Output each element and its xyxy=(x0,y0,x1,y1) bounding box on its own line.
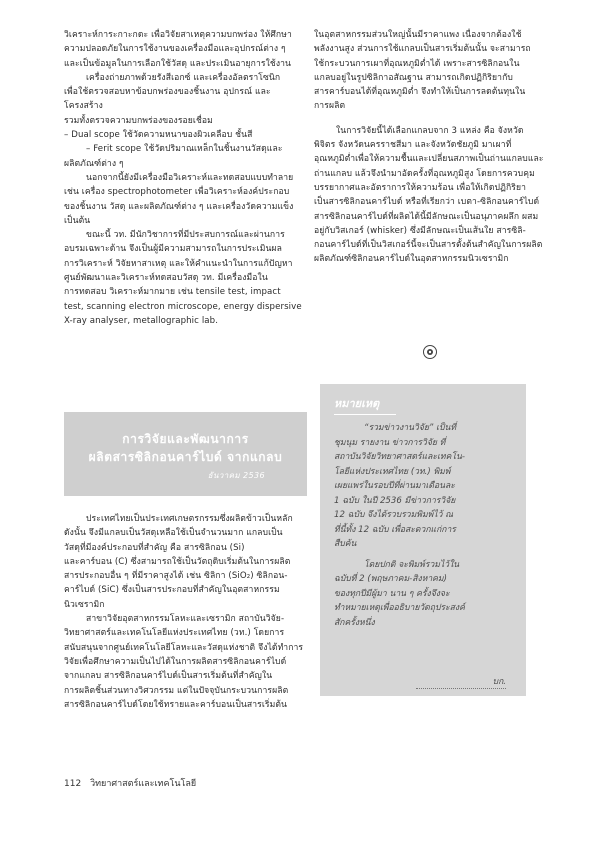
section-banner xyxy=(64,412,307,496)
text-line: บรรยากาศและอัตราการให้ความร้อน เพื่อให้เกิดปฏิกิริยา xyxy=(314,182,527,193)
text-line: X-ray analyser, metallographic lab. xyxy=(64,315,219,326)
text-line: จากแกลบ สารซิลิกอนคาร์ไบด์เป็นสารเริ่มต้นที่สำคัญใน xyxy=(64,671,273,682)
text-line: สาขาวิจัยอุตสาหกรรมโลหะและเซรามิก สถาบันวิจัย- xyxy=(86,614,285,625)
paragraph xyxy=(64,28,307,71)
text-line: วิเคราะห์การะกาะกดะ เพื่อวิจัยสาเหตุความบกพร่อง ให้ศึกษา xyxy=(64,30,292,40)
right-column xyxy=(314,28,544,267)
note-line: สถาบันวิจัยวิทยาศาสตร์และเทคโน- xyxy=(334,452,465,462)
text-line: สารคาร์บอนได้ที่อุณหภูมิต่ำ จึงทำให้เป็นการลดต้นทุนใน xyxy=(314,87,526,98)
text-line: อุณหภูมิต่ำเพื่อให้ความชื้นและเปลี่ยนสภาพเป็นถ่านแกลบและ xyxy=(314,154,544,165)
text-line: พลังงานสูง ส่วนการใช้แกลบเป็นสารเริ่มต้นนั้น จะสามารถ xyxy=(314,44,531,55)
text-line: ในอุตสาหกรรมส่วนใหญ่นั้นมีราคาแพง เนื่องจากต้องใช้ xyxy=(314,30,522,40)
paragraph xyxy=(314,124,544,267)
note-line: โลยีแห่งประเทศไทย (วท.) พิมพ์ xyxy=(334,466,451,477)
text-line: ใช้กระบวนการเผาที่อุณหภูมิต่ำได้ เพราะสารซิลิกอนใน xyxy=(314,58,520,69)
text-line: – Dual scope ใช้วัดความหนาของผิวเคลือบ ชั้นสี xyxy=(64,130,253,141)
paragraph xyxy=(64,228,307,328)
text-line: และเป็นข้อมูลในการเลือกใช้วัสดุ และประเมินอายุการใช้งาน xyxy=(64,58,292,69)
text-line: เป็นสารซิลิกอนคาร์ไบด์ หรือที่เรียกว่า เบตา-ซิลิกอนคาร์ไบด์ xyxy=(314,197,540,208)
note-line: ฉบับที่ 2 (พฤษภาคม-สิงหาคม) xyxy=(334,574,447,584)
text-line: นิวเซรามิก xyxy=(64,599,105,610)
left-column-bottom xyxy=(64,512,307,712)
text-line: แกลบอยู่ในรูปซิลิกาอสัณฐาน สามารถเกิดปฏิกิริยากับ xyxy=(314,72,513,83)
text-line: เป็นต้น xyxy=(64,215,91,226)
text-line: การผลิตชิ้นส่วนทางวิศวกรรม แต่ในปัจจุบันกระบวนการผลิต xyxy=(64,685,289,696)
note-line: โดยปกติ จะพิมพ์รวมไว้ใน xyxy=(364,559,460,570)
note-line: ที่นี้ทั้ง 12 ฉบับ เพื่อสะดวกแก่การ xyxy=(334,524,456,535)
text-line: วิทยาศาสตร์และเทคโนโลยีแห่งประเทศไทย (วท.) โดยการ xyxy=(64,628,285,639)
bullet-item xyxy=(64,128,307,142)
text-line: ดังนั้น จึงมีแกลบเป็นวัสดุเหลือใช้เป็นจำนวนมาก แกลบเป็น xyxy=(64,528,283,539)
text-line: วัสดุที่มีองค์ประกอบที่สำคัญ คือ สารซิลิกอน (Si) xyxy=(64,542,245,553)
publication-name: วิทยาศาสตร์และเทคโนโลยี xyxy=(90,779,197,789)
text-line: ผลิตภัณฑ์ต่าง ๆ xyxy=(64,158,124,169)
note-box xyxy=(320,384,526,696)
paragraph xyxy=(64,512,307,612)
note-content xyxy=(334,394,514,630)
text-line: สารประกอบอื่น ๆ ที่มีราคาสูงได้ เช่น ซิลิกา (SiO₂) ซิลิกอน- xyxy=(64,571,288,582)
text-line: เครื่องถ่ายภาพด้วยรังสีเอกซ์ และเครื่องอัลตราโซนิก xyxy=(86,72,281,83)
left-column-top xyxy=(64,28,307,328)
text-line: ความปลอดภัยในการใช้งานของเครื่องมือและอุปกรณ์ต่าง ๆ xyxy=(64,44,286,55)
text-line: คาร์ไบด์ (SiC) ซึ่งเป็นสารประกอบที่สำคัญในอุตสาหกรรม xyxy=(64,585,280,596)
note-line: 12 ฉบับ จึงได้รวบรวมพิมพ์ไว้ ณ xyxy=(334,510,454,520)
text-line: นอกจากนี้ยังมีเครื่องมือวิเคราะห์และทดสอบแบบทำลาย xyxy=(86,172,294,183)
text-line: กอนคาร์ไบด์ที่เป็นวิสเกอร์นี้จะเป็นสารตั้งต้นสำคัญในการผลิต xyxy=(314,240,543,251)
note-line: ชุมนุม รายงาน ข่าวการวิจัย ที่ xyxy=(334,437,446,448)
banner-title: การวิจัยและพัฒนาการ xyxy=(122,432,249,446)
text-line: ประเทศไทยเป็นประเทศเกษตรกรรมซึ่งผลิตข้าวเป็นหลัก xyxy=(86,514,293,524)
banner-date: ธันวาคม 2536 xyxy=(207,471,265,480)
note-line: สืบค้น xyxy=(334,539,357,549)
text-line: ผลิตภัณฑ์ซิลิกอนคาร์ไบด์ในอุตสาหกรรมนิวเซรามิก xyxy=(314,254,509,265)
text-line: อบรมเฉพาะด้าน จึงเป็นผู้มีความสามารถในการประเมินผล xyxy=(64,244,282,255)
text-line: รวมทั้งตรวจความบกพร่องของรอยเชื่อม xyxy=(64,115,213,126)
text-line: ศูนย์พัฒนาและวิเคราะห์ทดสอบวัสดุ วท. มีเครื่องมือใน xyxy=(64,273,268,284)
note-line: 1 ฉบับ ในปี 2536 มีข่าวการวิจัย xyxy=(334,495,456,506)
text-line: เช่น เครื่อง spectrophotometer เพื่อวิเคราะห์องค์ประกอบ xyxy=(64,187,290,198)
text-line: ถ่านแกลบ แล้วจึงนำมาอัดครั้งที่อุณหภูมิสูง โดยการควบคุม xyxy=(314,168,535,179)
bullet-item xyxy=(64,142,307,171)
text-line: สารซิลิกอนคาร์ไบด์ที่ผลิตได้นี้มีลักษณะเป็นอนุภาคผลึก ผสม xyxy=(314,211,539,222)
text-line: และคาร์บอน (C) ซึ่งสามารถใช้เป็นวัตถุดิบเริ่มต้นในการผลิต xyxy=(64,556,291,567)
text-line: test, scanning electron microscope, energy dispersive xyxy=(64,301,302,312)
note-text xyxy=(334,421,514,630)
text-line: อยู่กับวิสเกอร์ (whisker) ซึ่งมีลักษณะเป็นเส้นใย สารซิลิ- xyxy=(314,225,526,236)
text-line: ของชิ้นงาน วัสดุ และผลิตภัณฑ์ต่าง ๆ และเครื่องวัดความแข็ง xyxy=(64,201,294,212)
text-line: สนับสนุนจากศูนย์เทคโนโลยีโลหะและวัสดุแห่งชาติ จึงได้ทำการ xyxy=(64,642,304,653)
note-line: ของทุกปีมีผู้มา นาน ๆ ครั้งจึงจะ xyxy=(334,588,450,599)
note-line: สักครั้งหนึ่ง xyxy=(334,617,375,628)
text-line: การทดสอบ วิเคราะห์มากมาย เช่น tensile test, impact xyxy=(64,287,281,298)
editor-signature: บก. xyxy=(416,674,506,689)
banner-subtitle: ผลิตสารซิลิกอนคาร์ไบด์ จากแกลบ xyxy=(88,450,283,464)
page-number: 112 xyxy=(64,779,82,789)
note-line: เผยแพร่ในรอบปีที่ผ่านมาเดือนละ xyxy=(334,481,455,491)
paragraph xyxy=(64,612,307,712)
paragraph xyxy=(64,71,307,128)
text-line: ขณะนี้ วท. มีนักวิชาการที่มีประสบการณ์และผ่านการ xyxy=(86,230,285,241)
note-heading: หมายเหตุ xyxy=(334,394,396,415)
text-line: การผลิต xyxy=(314,101,346,112)
text-line: ในการวิจัยนี้ได้เลือกแกลบจาก 3 แหล่ง คือ จังหวัด xyxy=(336,125,524,136)
text-line: วิจัยเพื่อศึกษาความเป็นไปได้ในการผลิตสารซิลิกอนคาร์ไบด์ xyxy=(64,656,287,667)
text-line: สารซิลิกอนคาร์ไบด์โดยใช้ทรายและคาร์บอนเป็นสารเริ่มต้น xyxy=(64,699,288,710)
ornament-icon xyxy=(422,344,438,360)
text-line: พิจิตร จังหวัดนครราชสีมา และจังหวัดชัยภูมิ มาเผาที่ xyxy=(314,140,512,151)
text-line: การวิเคราะห์ วิจัยหาสาเหตุ และให้คำแนะนำในการแก้ปัญหา xyxy=(64,258,293,269)
paragraph xyxy=(64,171,307,228)
page-footer xyxy=(64,776,196,790)
text-line: – Ferit scope ใช้วัดปริมาณเหล็กในชิ้นงานวัสดุและ xyxy=(86,144,283,155)
note-line: “รวมข่าวงานวิจัย” เป็นที่ xyxy=(364,423,456,433)
text-line: เพื่อใช้ตรวจสอบหาข้อบกพร่องของชิ้นงาน อุปกรณ์ และโครงสร้าง xyxy=(64,87,271,112)
note-line: ทำหมายเหตุเพื่ออธิบายวัตถุประสงค์ xyxy=(334,603,465,613)
paragraph xyxy=(314,28,544,114)
